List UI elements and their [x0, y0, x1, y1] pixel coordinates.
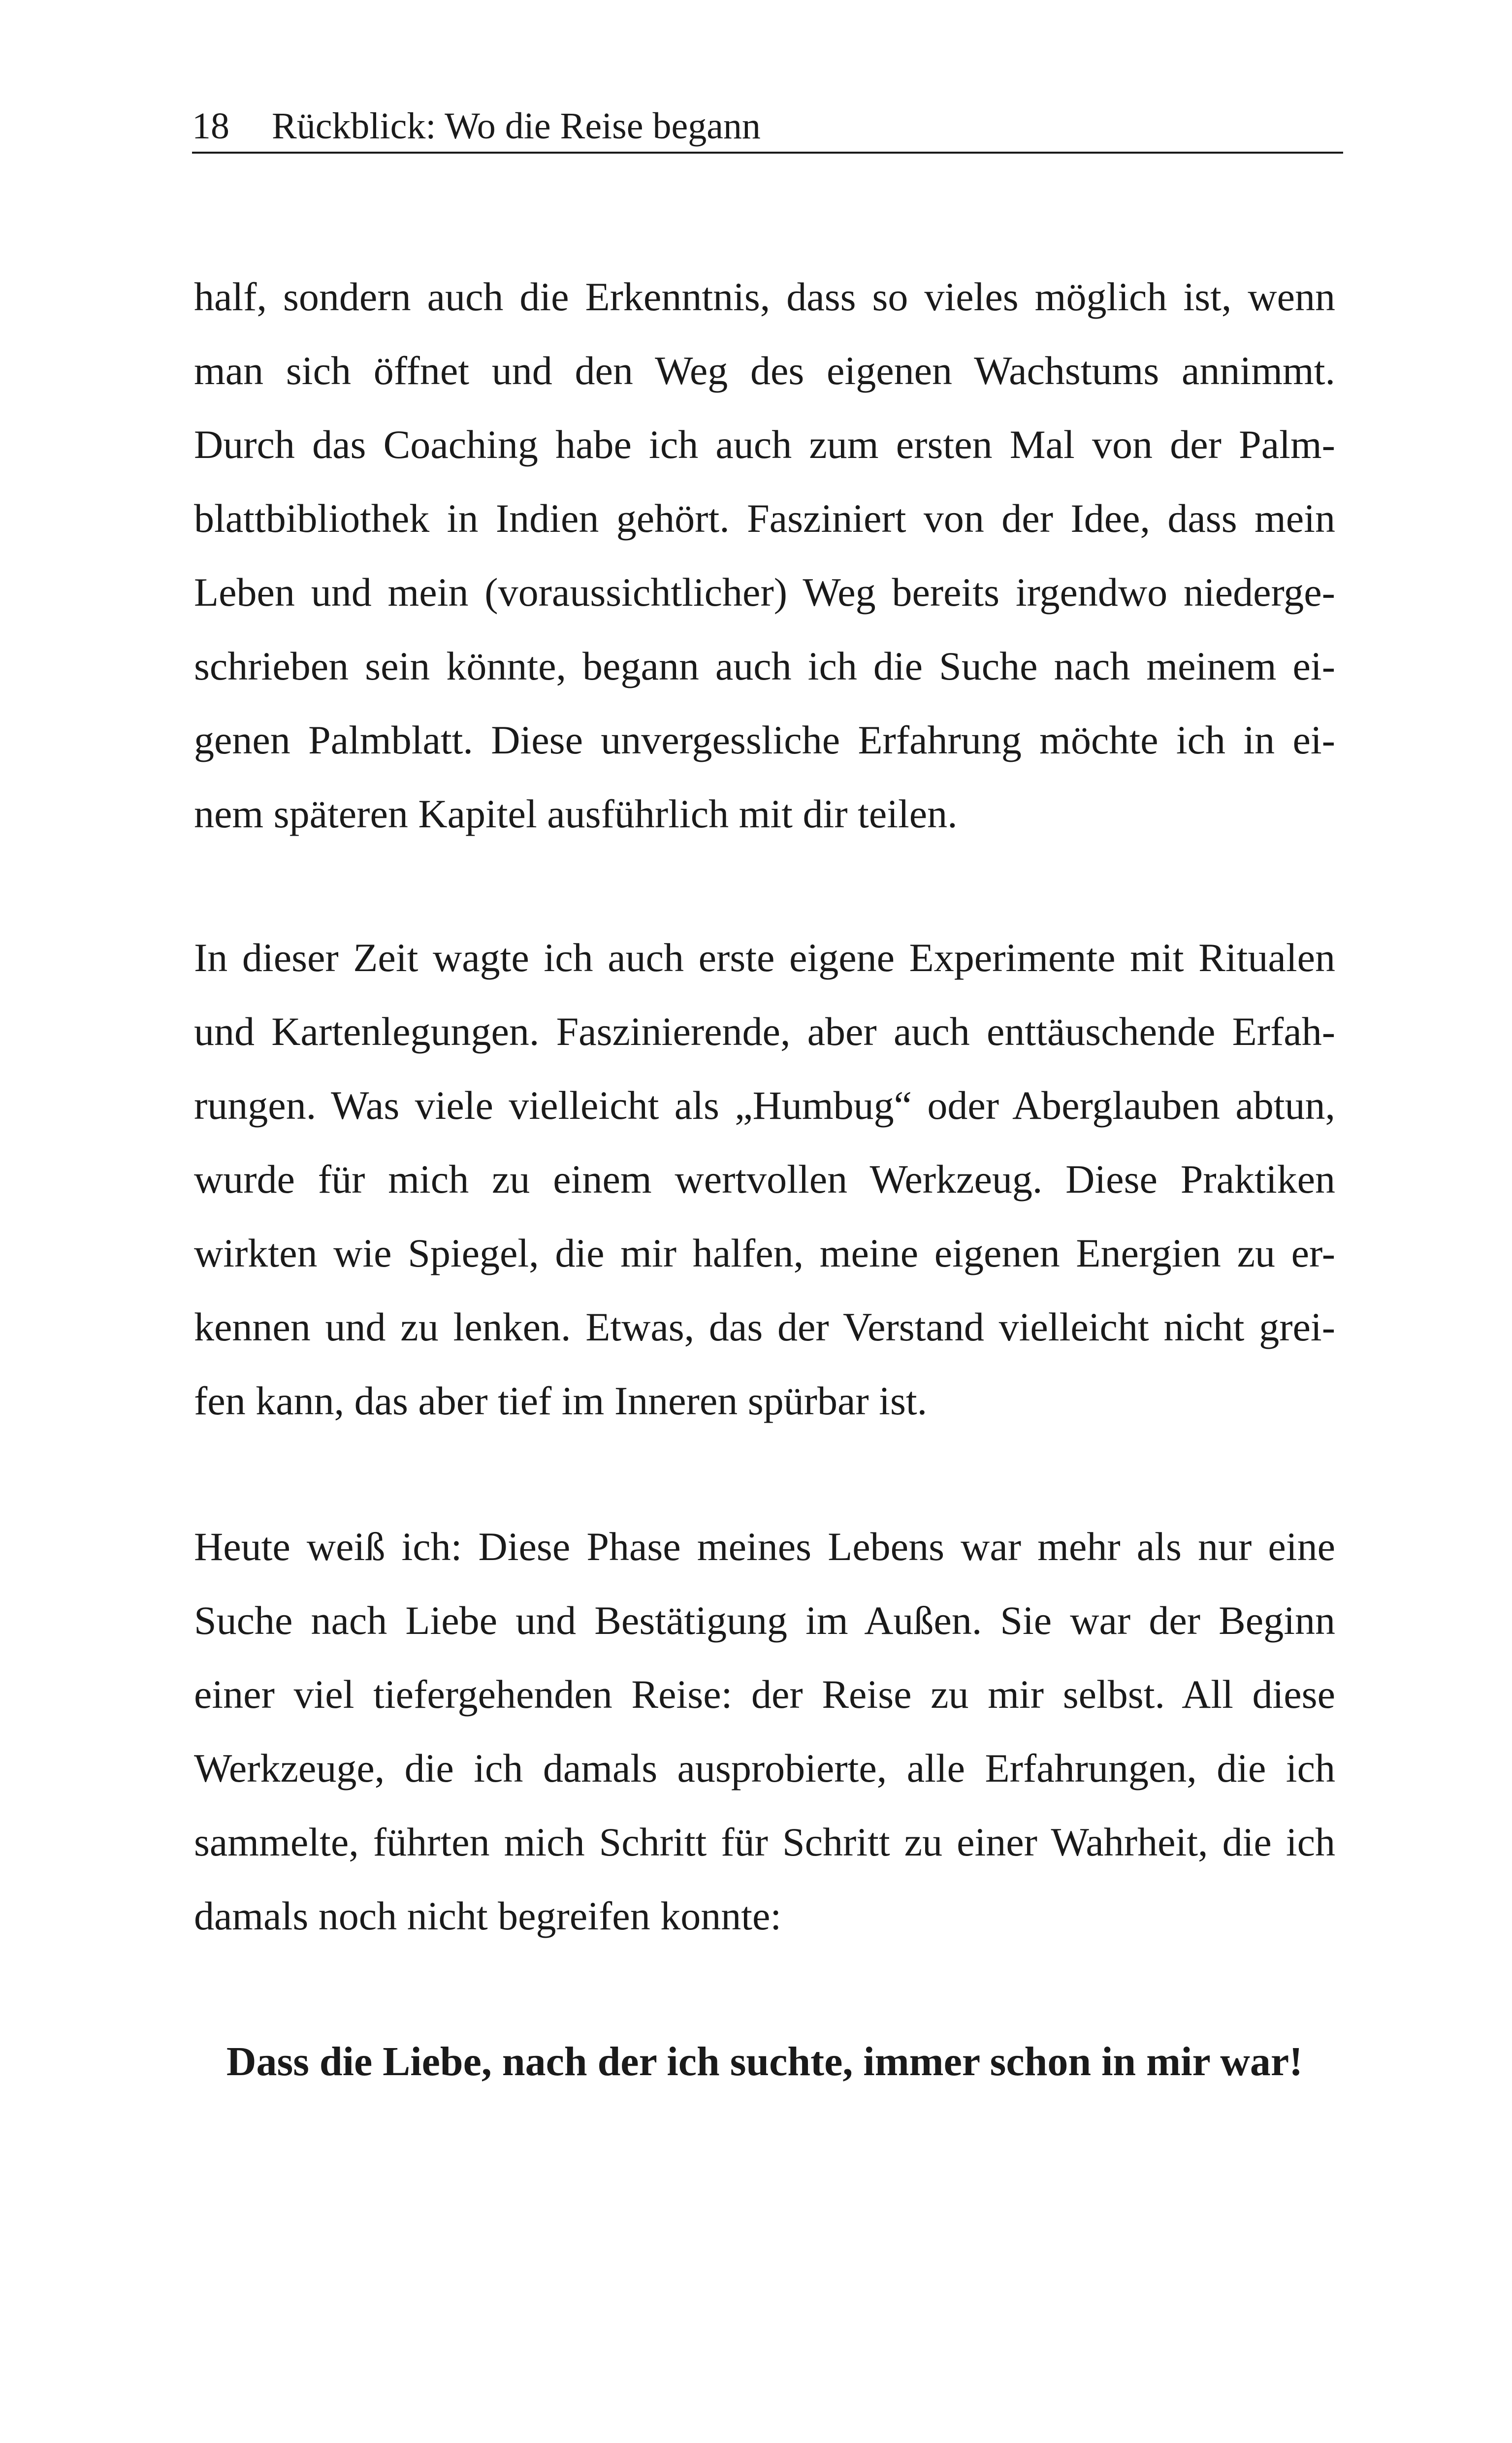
text-line: einer viel tiefergehenden Reise: der Reise zu mir selbst. All diese — [194, 1672, 1335, 1717]
text-line: Durch das Coaching habe ich auch zum ersten Mal von der Palm- — [194, 422, 1335, 467]
page-number: 18 — [192, 105, 229, 147]
paragraph — [194, 1510, 1335, 1953]
text-line: nem späteren Kapitel ausführlich mit dir teilen. — [194, 791, 958, 836]
text-line: kennen und zu lenken. Etwas, das der Verstand vielleicht nicht grei- — [194, 1304, 1335, 1349]
text-line: fen kann, das aber tief im Inneren spürbar ist. — [194, 1378, 928, 1423]
text-line: wurde für mich zu einem wertvollen Werkzeug. Diese Praktiken — [194, 1157, 1335, 1202]
running-header — [192, 97, 1343, 154]
text-line: sammelte, führten mich Schritt für Schritt zu einer Wahrheit, die ich — [194, 1820, 1335, 1864]
running-title: Rückblick: Wo die Reise begann — [272, 105, 761, 147]
text-line: Heute weiß ich: Diese Phase meines Lebens war mehr als nur eine — [194, 1524, 1335, 1569]
text-line: man sich öffnet und den Weg des eigenen Wachstums annimmt. — [194, 348, 1335, 393]
text-line: genen Palmblatt. Diese unvergessliche Erfahrung möchte ich in ei- — [194, 717, 1335, 762]
text-line: schrieben sein könnte, begann auch ich die Suche nach meinem ei- — [194, 644, 1335, 688]
text-line: Werkzeuge, die ich damals ausprobierte, alle Erfahrungen, die ich — [194, 1746, 1335, 1791]
paragraph — [194, 260, 1335, 851]
bold-conclusion: Dass die Liebe, nach der ich suchte, immer schon in mir war! — [226, 2039, 1303, 2085]
text-line: blattbibliothek in Indien gehört. Fasziniert von der Idee, dass mein — [194, 496, 1335, 541]
text-line: rungen. Was viele vielleicht als „Humbug“ oder Aberglauben abtun, — [194, 1083, 1335, 1128]
text-line: In dieser Zeit wagte ich auch erste eigene Experimente mit Ritualen — [194, 935, 1335, 980]
paragraph — [194, 921, 1335, 1438]
text-line: Suche nach Liebe und Bestätigung im Außen. Sie war der Beginn — [194, 1598, 1335, 1643]
text-line: damals noch nicht begreifen konnte: — [194, 1893, 782, 1938]
text-line: Leben und mein (voraussichtlicher) Weg bereits irgendwo niederge- — [194, 570, 1335, 615]
text-line: wirkten wie Spiegel, die mir halfen, meine eigenen Energien zu er- — [194, 1231, 1335, 1275]
text-line: half, sondern auch die Erkenntnis, dass so vieles möglich ist, wenn — [194, 274, 1335, 319]
text-line: und Kartenlegungen. Faszinierende, aber auch enttäuschende Erfah- — [194, 1009, 1335, 1054]
